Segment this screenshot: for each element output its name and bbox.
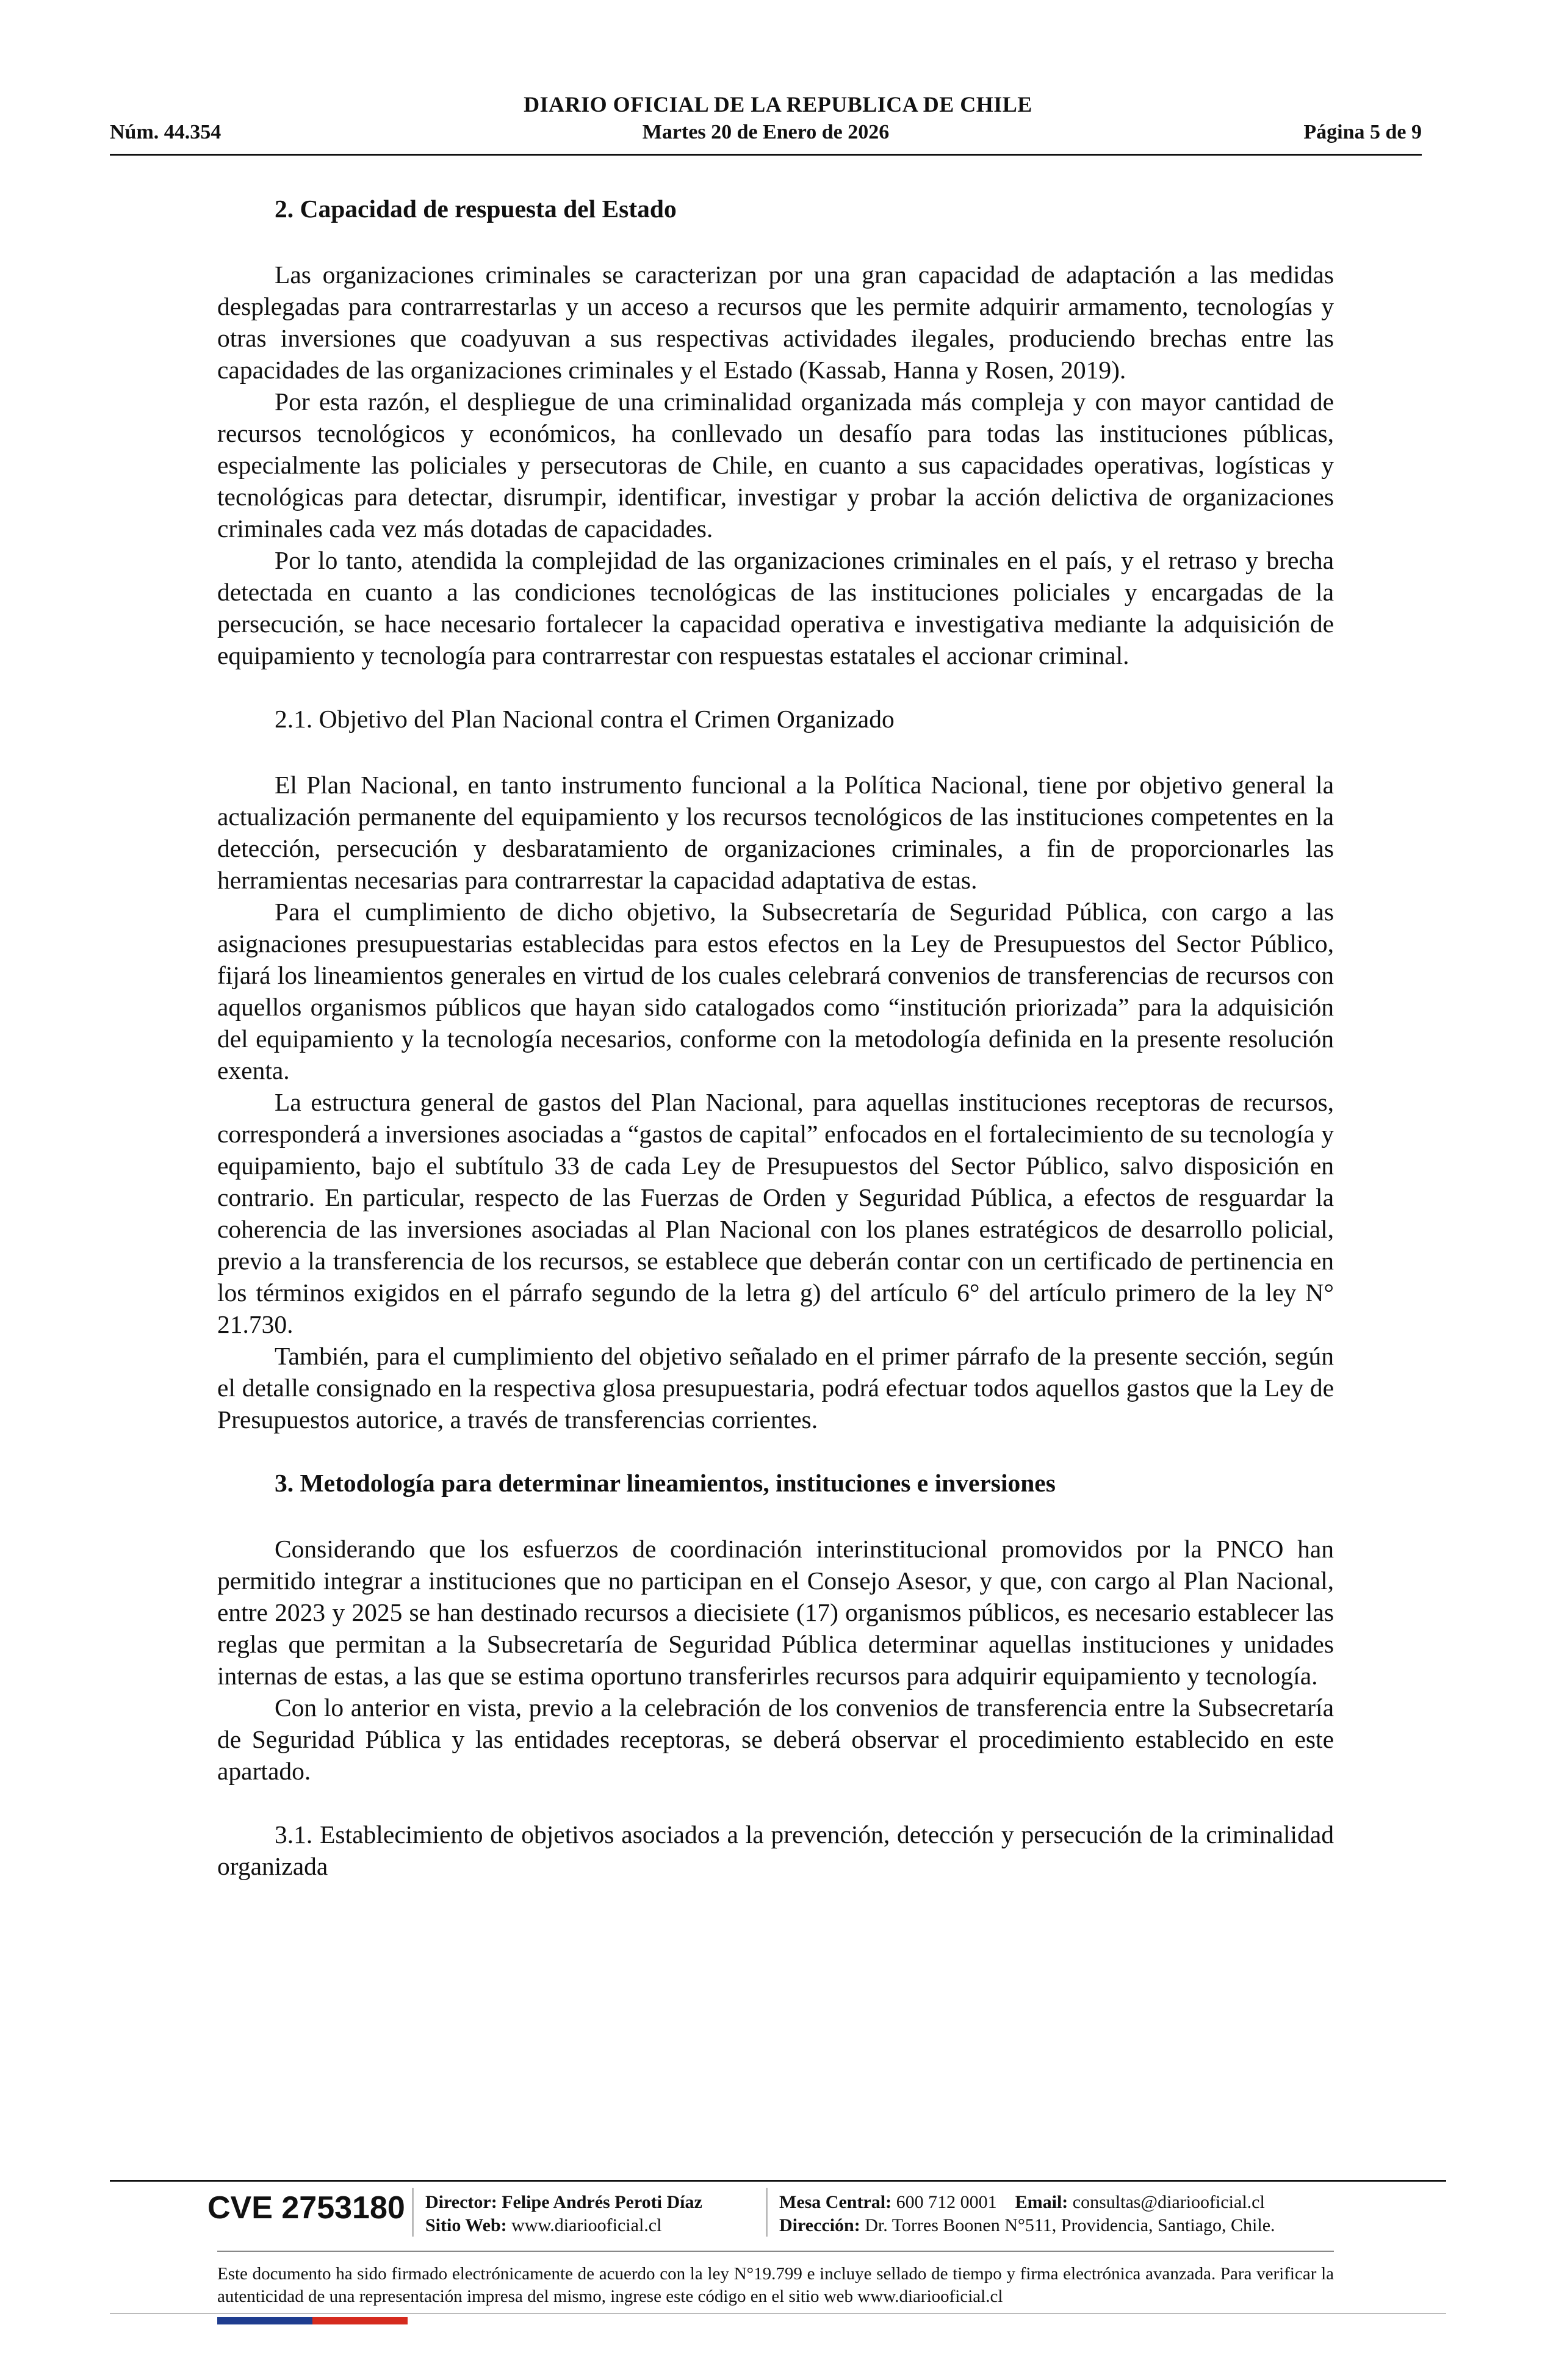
- chile-flag-stripe: [217, 2317, 408, 2324]
- section-2-1-heading: 2.1. Objetivo del Plan Nacional contra el Crimen Organizado: [275, 705, 895, 733]
- footer-column-divider: [412, 2188, 414, 2237]
- cve-code: CVE 2753180: [207, 2190, 405, 2226]
- address-label: Dirección:: [779, 2215, 860, 2235]
- issue-number: Núm. 44.354: [110, 121, 222, 143]
- director-name: Felipe Andrés Peroti Díaz: [502, 2192, 702, 2212]
- website-link[interactable]: www.diariooficial.cl: [511, 2215, 662, 2235]
- section-3-heading: 3. Metodología para determinar lineamientos, instituciones e inversiones: [275, 1469, 1056, 1497]
- section-2-1-paragraph-3: La estructura general de gastos del Plan Nacional, para aquellas instituciones receptoras de recursos, corresponderá a inversiones asociadas a “gastos de capital” enfocados en el fortalecimiento de su tecnología y equipamiento, bajo el subtítulo 33 de cada Ley de Presupuestos del Sector Público, salvo disposición en contrario. En particular, respecto de las Fuerzas de Orden y Seguridad Pública, a efectos de resguardar la coherencia de las inversiones asociadas al Plan Nacional con los planes estratégicos de desarrollo policial, previo a la transferencia de los recursos, se establece que deberán contar con un certificado de pertinencia en los términos exigidos en el párrafo segundo de la letra g) del artículo 6° del artículo primero de la ley N° 21.730.: [217, 1088, 1334, 1338]
- footer-director-block: [425, 2191, 702, 2237]
- address-text: Dr. Torres Boonen N°511, Providencia, Santiago, Chile.: [865, 2215, 1275, 2235]
- mesa-label: Mesa Central:: [779, 2192, 892, 2212]
- signature-notice: Este documento ha sido firmado electrónicamente de acuerdo con la ley N°19.799 e incluye sellado de tiempo y firma electrónica avanzada. Para verificar la autenticidad de una representación impresa del mismo, ingrese este código en el sitio web www.diariooficial.cl: [217, 2264, 1334, 2306]
- footer-contact-block: [779, 2191, 1275, 2237]
- header-divider: [110, 154, 1422, 156]
- section-2-paragraph-1: Las organizaciones criminales se caracterizan por una gran capacidad de adaptación a las medidas desplegadas para contrarrestarlas y un acceso a recursos que les permite adquirir armamento, tecnologías y otras inversiones que coadyuvan a sus respectivas actividades ilegales, produciendo brechas entre las capacidades de las organizaciones criminales y el Estado (Kassab, Hanna y Rosen, 2019).: [217, 261, 1334, 384]
- footer-mid-divider: [217, 2251, 1334, 2252]
- footer-top-divider: [110, 2180, 1446, 2182]
- email-link[interactable]: consultas@diariooficial.cl: [1072, 2192, 1265, 2212]
- section-2-paragraph-2: Por esta razón, el despliegue de una criminalidad organizada más compleja y con mayor cantidad de recursos tecnológicos y económicos, ha conllevado un desafío para todas las instituciones públicas, especialmente las policiales y persecutoras de Chile, en cuanto a sus capacidades operativas, logísticas y tecnológicas para detectar, disrumpir, identificar, investigar y probar la acción delictiva de organizaciones criminales cada vez más dotadas de capacidades.: [217, 388, 1334, 543]
- footer-bottom-divider: [110, 2313, 1446, 2314]
- footer-column-divider: [766, 2188, 768, 2237]
- website-label: Sitio Web:: [425, 2215, 507, 2235]
- newspaper-title: DIARIO OFICIAL DE LA REPUBLICA DE CHILE: [524, 92, 1032, 117]
- section-3-paragraph-1: Considerando que los esfuerzos de coordinación interinstitucional promovidos por la PNCO han permitido integrar a instituciones que no participan en el Consejo Asesor, y que, con cargo al Plan Nacional, entre 2023 y 2025 se han destinado recursos a diecisiete (17) organismos públicos, es necesario establecer las reglas que permitan a la Subsecretaría de Seguridad Pública determinar aquellas instituciones y unidades internas de estas, a las que se estima oportuno transferirles recursos para adquirir equipamiento y tecnología.: [217, 1535, 1334, 1690]
- section-2-1-paragraph-1: El Plan Nacional, en tanto instrumento funcional a la Política Nacional, tiene por objetivo general la actualización permanente del equipamiento y los recursos tecnológicos de las instituciones competentes en la detección, persecución y desbaratamiento de organizaciones criminales, a fin de proporcionarles las herramientas necesarias para contrarrestar la capacidad adaptativa de estas.: [217, 771, 1334, 894]
- flag-red-segment: [312, 2317, 408, 2324]
- page-number: Página 5 de 9: [1303, 121, 1422, 143]
- section-2-paragraph-3: Por lo tanto, atendida la complejidad de las organizaciones criminales en el país, y el retraso y brecha detectada en cuanto a las condiciones tecnológicas de las instituciones policiales y encargadas de la persecución, se hace necesario fortalecer la capacidad operativa e investigativa mediante la adquisición de equipamiento y tecnología para contrarrestar con respuestas estatales el accionar criminal.: [217, 546, 1334, 669]
- section-3-paragraph-2: Con lo anterior en vista, previo a la celebración de los convenios de transferencia entre la Subsecretaría de Seguridad Pública y las entidades receptoras, se deberá observar el procedimiento establecido en este apartado.: [217, 1693, 1334, 1785]
- flag-blue-segment: [217, 2317, 312, 2324]
- section-3-1-heading: 3.1. Establecimiento de objetivos asociados a la prevención, detección y persecución de la criminalidad organizada: [217, 1820, 1334, 1880]
- section-2-heading: 2. Capacidad de respuesta del Estado: [275, 195, 677, 223]
- issue-date: Martes 20 de Enero de 2026: [642, 121, 890, 143]
- email-label: Email:: [1015, 2192, 1068, 2212]
- section-2-1-paragraph-2: Para el cumplimiento de dicho objetivo, la Subsecretaría de Seguridad Pública, con cargo a las asignaciones presupuestarias establecidas para estos efectos en la Ley de Presupuestos del Sector Público, fijará los lineamientos generales en virtud de los cuales celebrará convenios de transferencias de recursos con aquellos organismos públicos que hayan sido catalogados como “institución priorizada” para la adquisición del equipamiento y la tecnología necesarios, conforme con la metodología definida en la presente resolución exenta.: [217, 898, 1334, 1084]
- document-body: [217, 183, 1334, 1916]
- mesa-phone: 600 712 0001: [896, 2192, 997, 2212]
- director-label: Director:: [425, 2192, 497, 2212]
- section-2-1-paragraph-4: También, para el cumplimiento del objetivo señalado en el primer párrafo de la presente sección, según el detalle consignado en la respectiva glosa presupuestaria, podrá efectuar todos aquellos gastos que la Ley de Presupuestos autorice, a través de transferencias corrientes.: [217, 1342, 1334, 1433]
- header-row: [110, 121, 1422, 150]
